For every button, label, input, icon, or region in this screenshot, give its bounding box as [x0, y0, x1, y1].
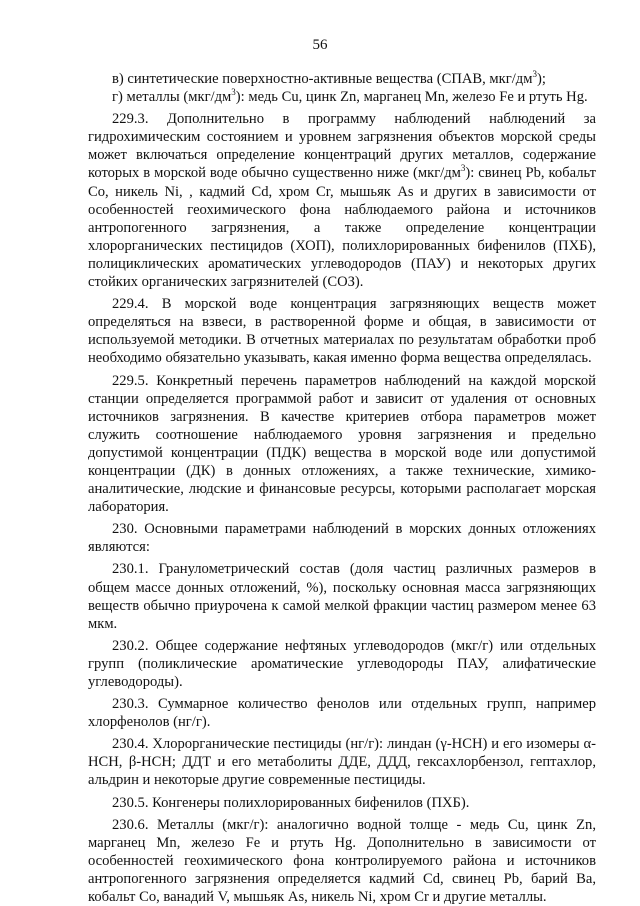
paragraph-230-1: 230.1. Гранулометрический состав (доля частиц различных размеров в общем массе донных отложений, %), поскольку основная масса загрязняющих веществ обычно приурочена к самой мелкой фракции частиц размером менее 63 мкм.	[88, 561, 596, 632]
paragraph-229-5: 229.5. Конкретный перечень параметров наблюдений на каждой морской станции определяется программой работ и зависит от удаления от основных источников загрязнения. В качестве критериев отбора параметров может служить соотношение наблюдаемого уровня загрязнения и предельно допустимой концентрации (ПДК) вещества в морской воде или допустимой концентрации (ДК) в донных отложениях, а также технические, химико-аналитические, людские и финансовые ресурсы, которыми располагает морская лаборатория.	[88, 372, 596, 516]
paragraph-229-3: 229.3. Дополнительно в программу наблюдений наблюдений за гидрохимическим состоянием и уровнем загрязнения объектов морской среды может включаться определение концентраций других металлов, содержание которых в морской воде обычно существенно ниже $(мкг/дм^3)$: свинец Pb, кобальт Co, никель Ni, , кадмий Cd, хром Cr, мышьяк As и других в зависимости от особенностей геохимического фона наблюдаемого района и источников антропогенного загрязнения, а также определение концентрации хлорорганических пестицидов (ХОП), полихлорированных бифенилов (ПХБ), полициклических ароматических углеводородов (ПАУ) и некоторых других стойких органических загрязнителей (СОЗ).	[88, 111, 596, 291]
paragraph-230-2: 230.2. Общее содержание нефтяных углеводородов (мкг/г) или отдельных групп (поликлические ароматические углеводороды ПАУ, алифатические углеводороды).	[88, 637, 596, 690]
paragraph-230-5: 230.5. Конгенеры полихлорированных бифенилов (ПХБ).	[112, 794, 470, 811]
paragraph-item-v: в) синтетические поверхностно-активные вещества (СПАВ, мкг/$дм^3$);	[112, 69, 546, 87]
paragraph-230: 230. Основными параметрами наблюдений в морских донных отложениях являются:	[88, 521, 596, 556]
paragraph-230-4: 230.4. Хлорорганические пестициды (нг/г): линдан (γ-НСН) и его изомеры α-НСН, β-НСН; ДДТ и его метаболиты ДДЕ, ДДД, гексахлорбензол, гептахлор, альдрин и некоторые другие современные пестициды.	[88, 736, 596, 789]
document-body	[88, 70, 596, 906]
page-number: 56	[312, 37, 328, 53]
paragraph-item-g: г) металлы $(мкг/дм^3)$: медь Cu, цинк Zn, марганец Mn, железо Fe и ртуть Hg.	[112, 87, 588, 106]
paragraph-229-4: 229.4. В морской воде концентрация загрязняющих веществ может определяться на взвеси, в растворенной форме и общая, в зависимости от используемой методики. В отчетных материалах по результатам обработки проб необходимо обязательно указывать, какая именно форма вещества определялась.	[88, 296, 596, 367]
paragraph-230-3: 230.3. Суммарное количество фенолов или отдельных групп, например хлорфенолов (нг/г).	[88, 696, 596, 731]
paragraph-230-6: 230.6. Металлы (мкг/г): аналогично водной толще - медь Cu, цинк Zn, марганец Mn, железо Fe и ртуть Hg. Дополнительно в зависимости от особенностей геохимического фона контролируемого района и источников антропогенного загрязнения определяется кадмий Cd, свинец Pb, барий Ba, кобальт Co, ванадий V, мышьяк As, никель Ni, хром Cr и другие металлы.	[88, 816, 596, 906]
